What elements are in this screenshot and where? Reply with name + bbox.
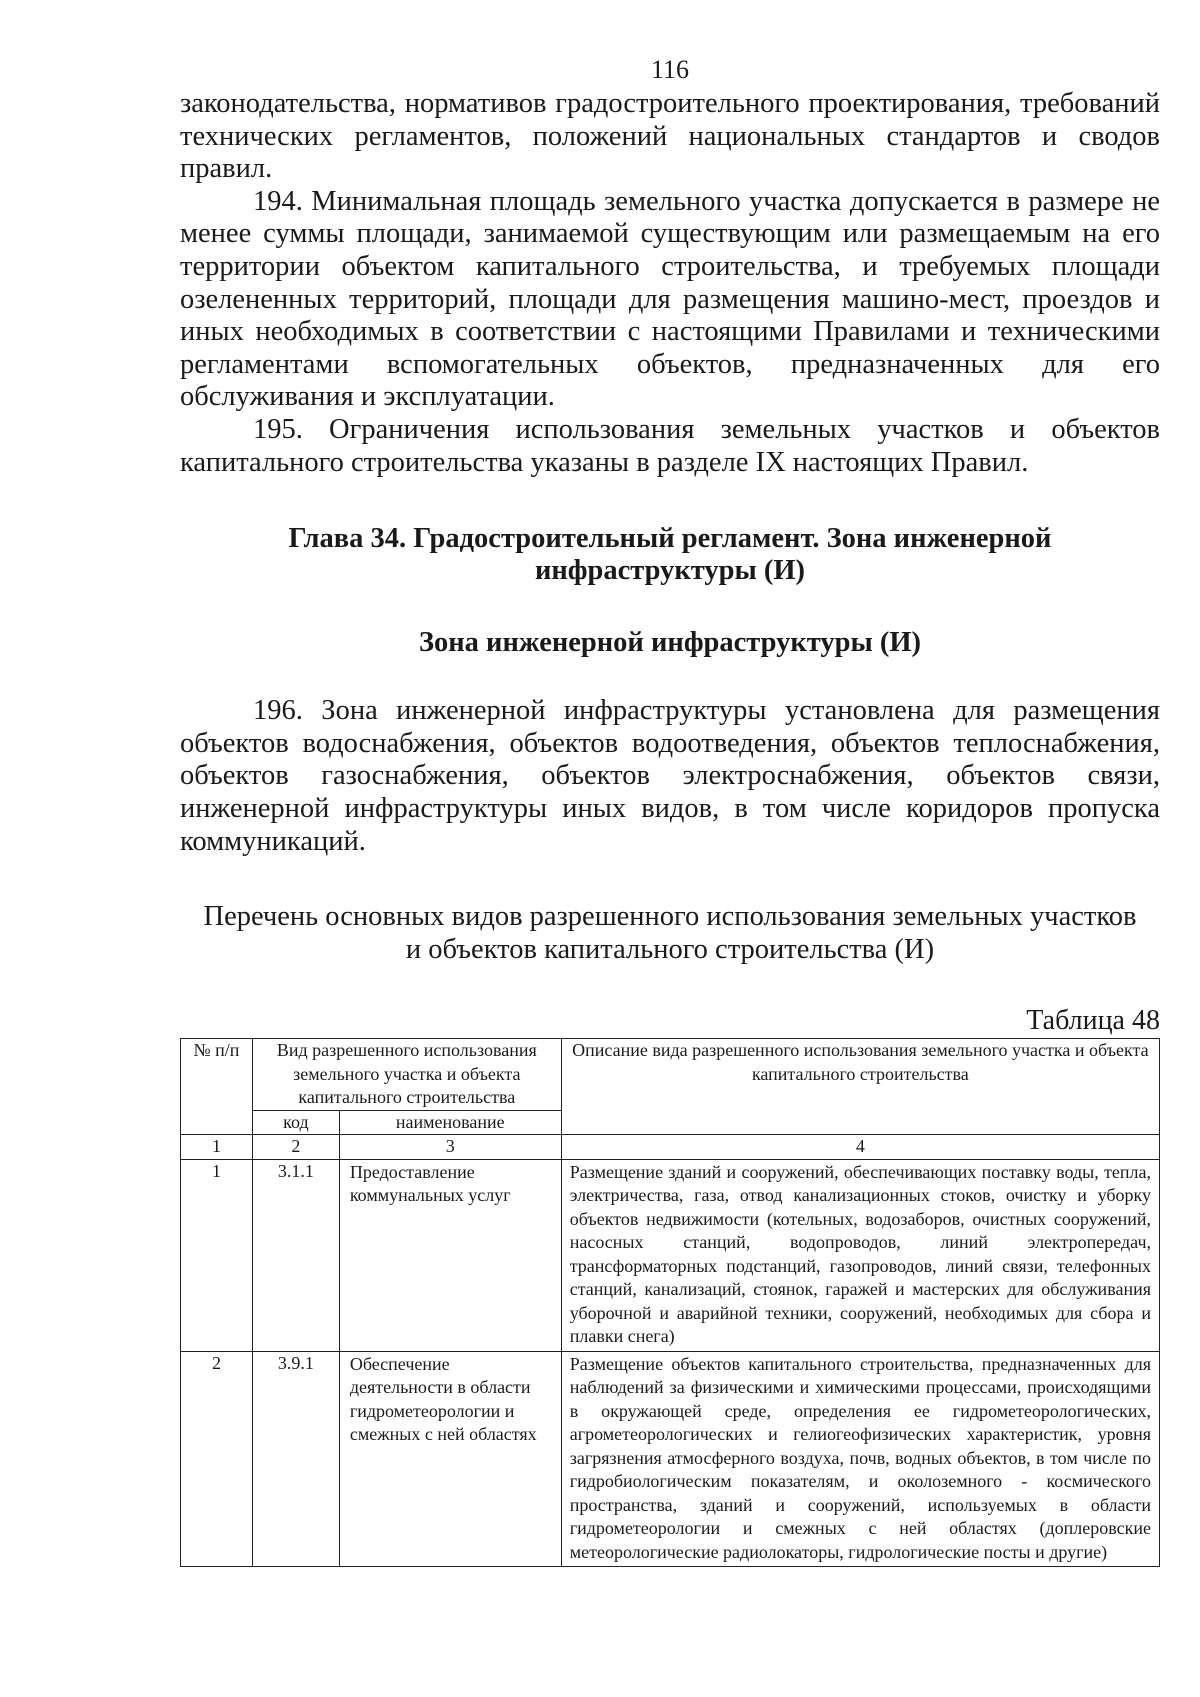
paragraph-195: 195. Ограничения использования земельных участков и объектов капитального строительства указаны в разделе IX настоящих Правил.	[180, 413, 1160, 478]
column-number: 3	[339, 1135, 561, 1160]
table-row	[181, 1159, 1160, 1351]
header-num: № п/п	[181, 1039, 253, 1135]
list-title-line1: Перечень основных видов разрешенного использования земельных участков	[203, 901, 1137, 933]
list-title-line2: и объектов капитального строительства (И)	[405, 934, 935, 966]
header-name: наименование	[339, 1110, 561, 1135]
table-column-numbers-row	[181, 1135, 1160, 1160]
paragraph-194: 194. Минимальная площадь земельного участка допускается в размере не менее суммы площади, занимаемой существующим или размещаемым на его территории объектом капитального строительства, и требуемых площади озелененных территорий, площади для размещения машино-мест, проездов и иных необходимых в соответствии с настоящими Правилами и техническими регламентами вспомогательных объектов, предназначенных для его обслуживания и эксплуатации.	[180, 185, 1160, 413]
column-number: 1	[181, 1135, 253, 1160]
table-caption: Таблица 48	[1026, 1005, 1160, 1037]
column-number: 4	[561, 1135, 1159, 1160]
header-code: код	[252, 1110, 339, 1135]
chapter-title-line2: инфраструктуры (И)	[534, 555, 806, 587]
header-type: Вид разрешенного использования земельного участка и объекта капитального строительства	[252, 1039, 561, 1111]
row-num: 2	[181, 1351, 253, 1567]
paragraph-196: 196. Зона инженерной инфраструктуры установлена для размещения объектов водоснабжения, объектов водоотведения, объектов теплоснабжения, объектов газоснабжения, объектов электроснабжения, объектов связи, инженерной инфраструктуры иных видов, в том числе коридоров пропуска коммуникаций.	[180, 695, 1160, 857]
column-number: 2	[252, 1135, 339, 1160]
row-description: Размещение зданий и сооружений, обеспечивающих поставку воды, тепла, электричества, газа, отвод канализационных стоков, очистку и уборку объектов недвижимости (котельных, водозаборов, очистных сооружений, насосных станций, водопроводов, линий электропередач, трансформаторных подстанций, газопроводов, линий связи, телефонных станций, канализаций, стоянок, гаражей и мастерских для обслуживания уборочной и аварийной техники, сооружений, необходимых для сбора и плавки снега)	[561, 1159, 1159, 1351]
row-description: Размещение объектов капитального строительства, предназначенных для наблюдений за физическими и химическими процессами, происходящими в окружающей среде, определения ее гидрометеорологических, агрометеорологических и гелиогеофизических характеристик, уровня загрязнения атмосферного воздуха, почв, водных объектов, в том числе по гидробиологическим показателям, и околоземного - космического пространства, зданий и сооружений, используемых в области гидрометеорологии и смежных с ней областях (доплеровские метеорологические радиолокаторы, гидрологические посты и другие)	[561, 1351, 1159, 1567]
permitted-use-table	[180, 1038, 1160, 1567]
list-title	[180, 900, 1160, 966]
chapter-title	[180, 523, 1160, 587]
zone-title: Зона инженерной инфраструктуры (И)	[418, 627, 922, 659]
paragraph-continuation: законодательства, нормативов градостроительного проектирования, требований технических регламентов, положений национальных стандартов и сводов правил.	[180, 88, 1160, 185]
document-page	[180, 52, 1160, 1567]
row-code: 3.1.1	[252, 1159, 339, 1351]
header-description: Описание вида разрешенного использования земельного участка и объекта капитального строительства	[561, 1039, 1159, 1135]
row-code: 3.9.1	[252, 1351, 339, 1567]
page-number: 116	[650, 55, 690, 84]
chapter-title-line1: Глава 34. Градостроительный регламент. Зона инженерной	[288, 523, 1052, 555]
table-header-row	[181, 1039, 1160, 1111]
row-num: 1	[181, 1159, 253, 1351]
row-name: Обеспечение деятельности в области гидрометеорологии и смежных с ней областях	[339, 1351, 561, 1567]
table-row	[181, 1351, 1160, 1567]
row-name: Предоставление коммунальных услуг	[339, 1159, 561, 1351]
